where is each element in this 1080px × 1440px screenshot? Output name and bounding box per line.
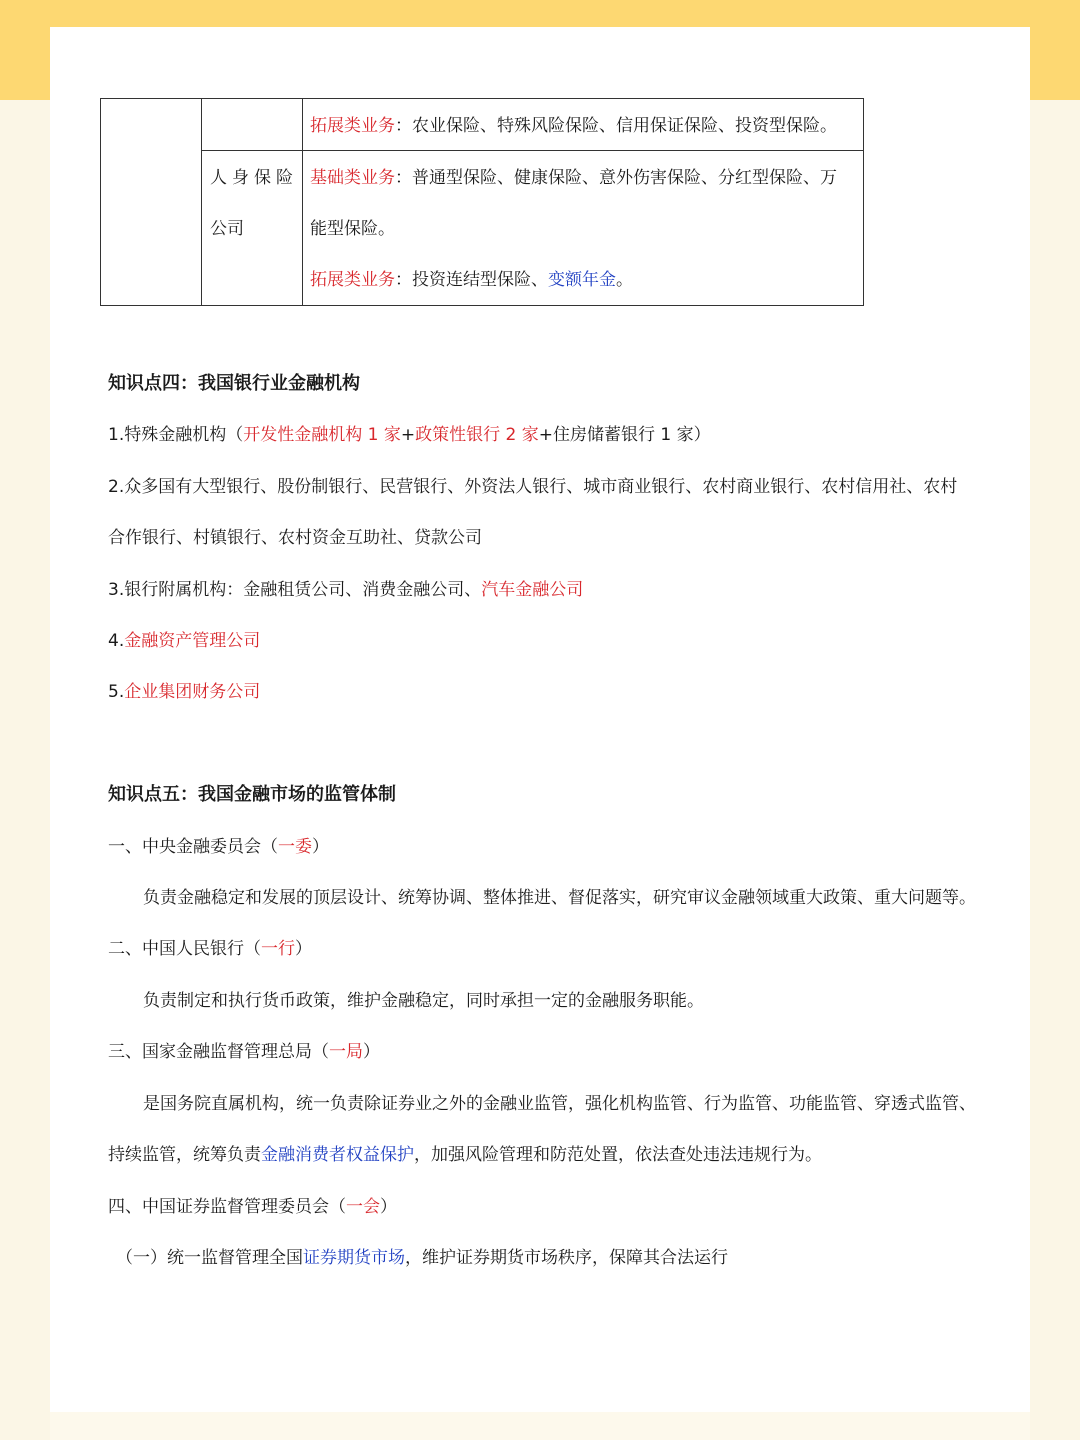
section5-p1-desc: 负责金融稳定和发展的顶层设计、统筹协调、整体推进、督促落实，研究审议金融领域重大政策、重大问题等。 [143, 888, 976, 908]
section5-p4-title: 四、中国证券监督管理委员会（一会） [108, 1197, 397, 1217]
table-row1-cell: 拓展类业务：农业保险、特殊风险保险、信用保证保险、投资型保险。 [310, 116, 837, 136]
basic-business-line2: 能型保险。 [310, 219, 395, 239]
table-col-divider-2 [302, 99, 303, 305]
section5-p4-sub: （一）统一监督管理全国证券期货市场，维护证券期货市场秩序，保障其合法运行 [116, 1248, 728, 1268]
section5-p2-desc: 负责制定和执行货币政策，维护金融稳定，同时承担一定的金融服务职能。 [143, 991, 704, 1011]
section4-item4: 4.金融资产管理公司 [108, 631, 261, 651]
section5-p3-title: 三、国家金融监督管理总局（一局） [108, 1042, 380, 1062]
extension-business-text: 农业保险、特殊风险保险、信用保证保险、投资型保险。 [412, 116, 837, 136]
left-margin [0, 100, 50, 1440]
section5-p3-desc-line2: 持续监管，统筹负责金融消费者权益保护，加强风险管理和防范处置，依法查处违法违规行为。 [108, 1145, 822, 1165]
section4-item1: 1.特殊金融机构（开发性金融机构 1 家+政策性银行 2 家+住房储蓄银行 1 家） [108, 425, 711, 445]
section4-item2-line2: 合作银行、村镇银行、农村资金互助社、贷款公司 [108, 528, 482, 548]
variable-annuity: 变额年金 [548, 270, 616, 290]
life-extension-label: 拓展类业务 [310, 270, 395, 290]
life-extension-business: 拓展类业务：投资连结型保险、变额年金。 [310, 270, 633, 290]
table-row-divider [201, 150, 863, 151]
document-content [50, 27, 1030, 1412]
life-insurance-company-label-2: 公司 [210, 219, 244, 239]
basic-business-line1: 基础类业务：普通型保险、健康保险、意外伤害保险、分红型保险、万 [310, 168, 837, 188]
section5-p2-title: 二、中国人民银行（一行） [108, 939, 312, 959]
section4-item3: 3.银行附属机构：金融租赁公司、消费金融公司、汽车金融公司 [108, 580, 584, 600]
basic-business-label: 基础类业务 [310, 168, 395, 188]
table-col-divider-1 [201, 99, 202, 305]
extension-business-label: 拓展类业务 [310, 116, 395, 136]
section5-p3-desc-line1: 是国务院直属机构，统一负责除证券业之外的金融业监管，强化机构监管、行为监管、功能监管、穿透式监管、 [143, 1094, 976, 1114]
section4-heading: 知识点四：我国银行业金融机构 [108, 373, 360, 394]
document-page [50, 27, 1030, 1412]
section4-item5: 5.企业集团财务公司 [108, 682, 261, 702]
section5-heading: 知识点五：我国金融市场的监管体制 [108, 784, 396, 805]
life-insurance-company-label: 人身保险 [210, 168, 298, 188]
right-margin [1030, 100, 1080, 1440]
section4-item2-line1: 2.众多国有大型银行、股份制银行、民营银行、外资法人银行、城市商业银行、农村商业银行、农村信用社、农村 [108, 477, 958, 497]
section5-p1-title: 一、中央金融委员会（一委） [108, 837, 329, 857]
